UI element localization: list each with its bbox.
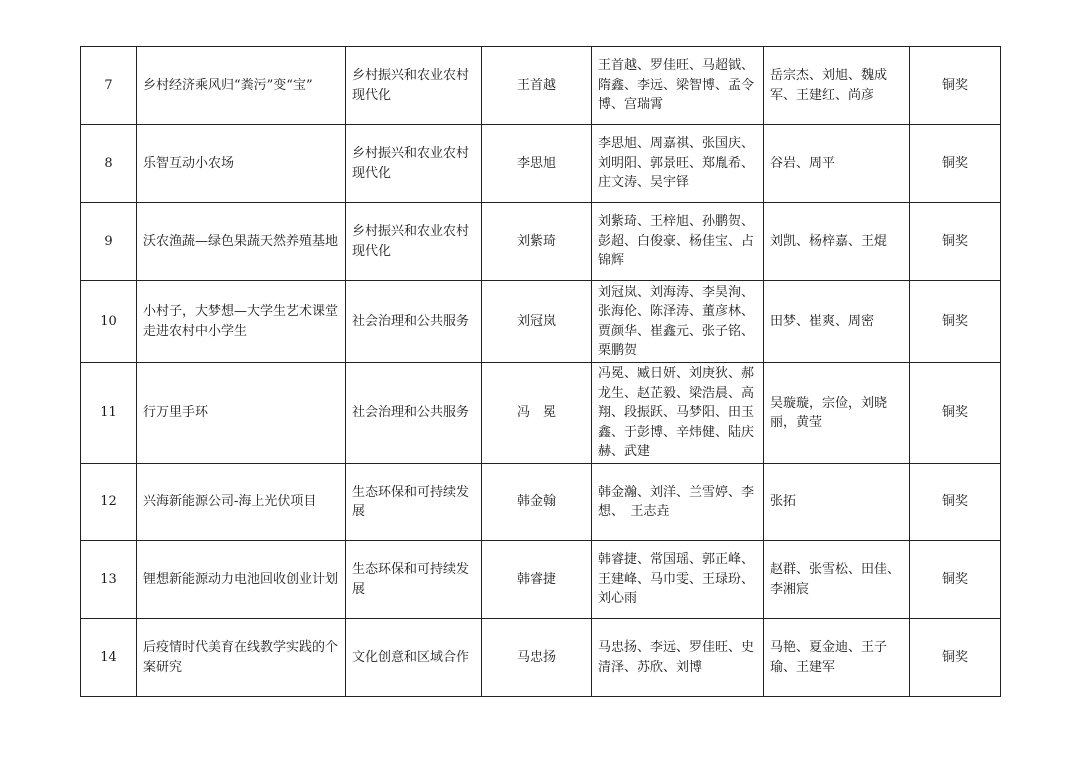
team-members: 刘紫琦、王梓旭、孙鹏贺、彭超、白俊豪、杨佳宝、占锦辉 xyxy=(592,203,764,281)
project-category: 生态环保和可持续发展 xyxy=(346,464,482,541)
team-leader: 韩金翰 xyxy=(482,464,592,541)
team-members: 刘冠岚、刘海涛、李昊洵、张海伦、陈泽涛、董彦林、贾颜华、崔鑫元、张子铭、栗鹏贺 xyxy=(592,281,764,363)
advisors: 张拓 xyxy=(764,464,910,541)
table-row xyxy=(81,363,1001,464)
row-index: 11 xyxy=(81,363,137,464)
project-title: 乐智互动小农场 xyxy=(137,125,346,203)
team-members: 冯冕、臧日妍、刘庚狄、郝龙生、赵芷毅、梁浩晨、高翔、段振跃、马梦阳、田玉鑫、于彭博、辛炜健、陆庆赫、武建 xyxy=(592,363,764,464)
team-leader: 刘紫琦 xyxy=(482,203,592,281)
team-leader: 冯 冕 xyxy=(482,363,592,464)
row-index: 7 xyxy=(81,47,137,125)
project-title: 兴海新能源公司-海上光伏项目 xyxy=(137,464,346,541)
row-index: 9 xyxy=(81,203,137,281)
award-level: 铜奖 xyxy=(910,363,1001,464)
table-row xyxy=(81,47,1001,125)
table-row xyxy=(81,619,1001,697)
team-leader: 王首越 xyxy=(482,47,592,125)
project-category: 文化创意和区域合作 xyxy=(346,619,482,697)
advisors: 吴璇璇，宗俭，刘晓丽，黄莹 xyxy=(764,363,910,464)
team-leader: 韩睿捷 xyxy=(482,541,592,619)
table-row xyxy=(81,464,1001,541)
advisors: 马艳、夏金迪、王子瑜、王建军 xyxy=(764,619,910,697)
project-title: 乡村经济乘风归“粪污”变“宝” xyxy=(137,47,346,125)
team-members: 李思旭、周嘉祺、张国庆、刘明阳、郭景旺、郑胤希、庄文涛、吴宇铎 xyxy=(592,125,764,203)
advisors: 谷岩、周平 xyxy=(764,125,910,203)
row-index: 12 xyxy=(81,464,137,541)
team-leader: 李思旭 xyxy=(482,125,592,203)
team-members: 王首越、罗佳旺、马超钺、隋鑫、李远、梁智博、孟令博、宫瑞霄 xyxy=(592,47,764,125)
project-category: 乡村振兴和农业农村现代化 xyxy=(346,125,482,203)
award-level: 铜奖 xyxy=(910,464,1001,541)
award-table xyxy=(80,46,1001,697)
award-level: 铜奖 xyxy=(910,47,1001,125)
project-category: 生态环保和可持续发展 xyxy=(346,541,482,619)
team-members: 韩金瀚、刘洋、兰雪婷、李想、 王志垚 xyxy=(592,464,764,541)
project-category: 社会治理和公共服务 xyxy=(346,363,482,464)
row-index: 14 xyxy=(81,619,137,697)
project-title: 行万里手环 xyxy=(137,363,346,464)
project-title: 后疫情时代美育在线教学实践的个案研究 xyxy=(137,619,346,697)
table-row xyxy=(81,541,1001,619)
advisors: 岳宗杰、刘旭、魏成军、王建红、尚彦 xyxy=(764,47,910,125)
advisors: 田梦、崔爽、周密 xyxy=(764,281,910,363)
row-index: 10 xyxy=(81,281,137,363)
table-row xyxy=(81,125,1001,203)
table-row xyxy=(81,281,1001,363)
table-row xyxy=(81,203,1001,281)
project-category: 乡村振兴和农业农村现代化 xyxy=(346,47,482,125)
advisors: 赵群、张雪松、田佳、李湘宸 xyxy=(764,541,910,619)
project-category: 乡村振兴和农业农村现代化 xyxy=(346,203,482,281)
team-leader: 刘冠岚 xyxy=(482,281,592,363)
award-level: 铜奖 xyxy=(910,203,1001,281)
award-level: 铜奖 xyxy=(910,619,1001,697)
award-level: 铜奖 xyxy=(910,281,1001,363)
team-members: 马忠扬、李远、罗佳旺、史清泽、苏欣、刘博 xyxy=(592,619,764,697)
project-title: 锂想新能源动力电池回收创业计划 xyxy=(137,541,346,619)
award-level: 铜奖 xyxy=(910,541,1001,619)
team-leader: 马忠扬 xyxy=(482,619,592,697)
project-title: 小村子，大梦想—大学生艺术课堂走进农村中小学生 xyxy=(137,281,346,363)
team-members: 韩睿捷、常国瑶、郭正峰、王建峰、马巾雯、王琭玢、刘心雨 xyxy=(592,541,764,619)
project-title: 沃农渔蔬—绿色果蔬天然养殖基地 xyxy=(137,203,346,281)
advisors: 刘凯、杨梓嘉、王焜 xyxy=(764,203,910,281)
award-level: 铜奖 xyxy=(910,125,1001,203)
project-category: 社会治理和公共服务 xyxy=(346,281,482,363)
row-index: 8 xyxy=(81,125,137,203)
row-index: 13 xyxy=(81,541,137,619)
